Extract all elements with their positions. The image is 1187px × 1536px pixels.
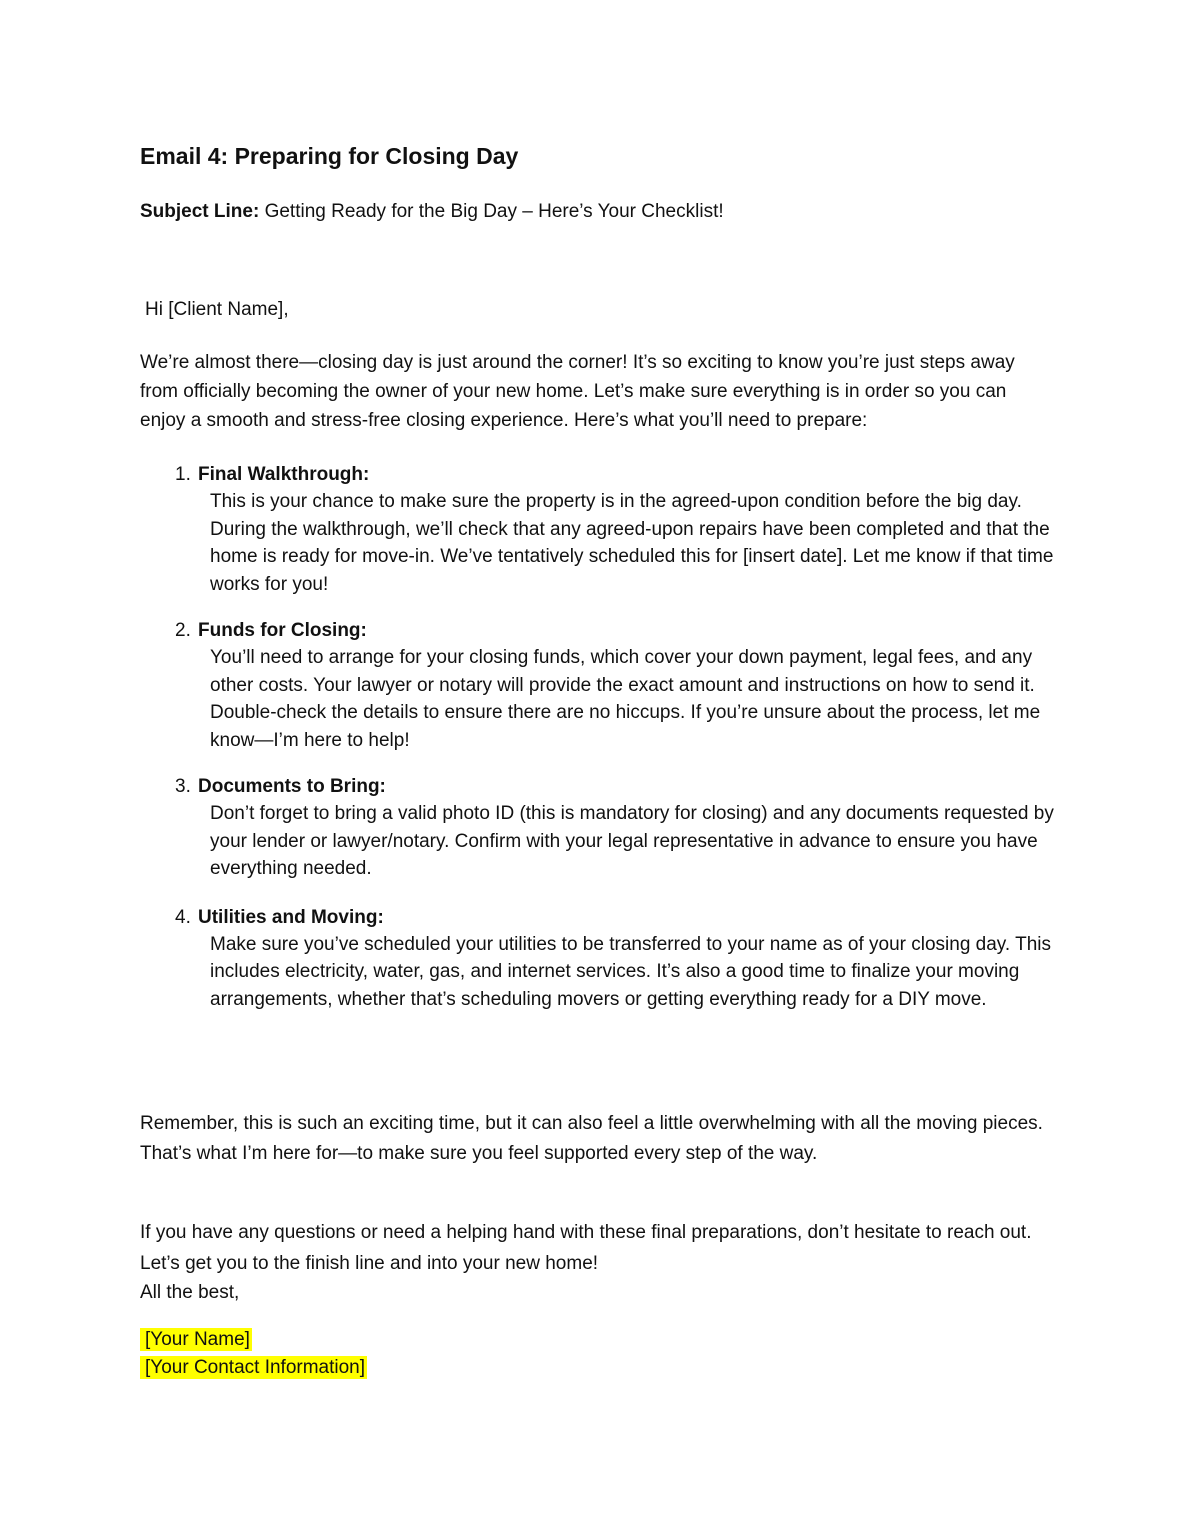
item-number: 1. [175,464,191,485]
signoff: All the best, [140,1282,240,1303]
item-header [140,461,1060,488]
item-number: 3. [175,776,191,797]
item-heading: Utilities and Moving: [198,906,384,928]
item-heading: Final Walkthrough: [198,464,370,485]
signature-contact [140,1356,367,1380]
email-title: Email 4: Preparing for Closing Day [140,143,519,169]
item-body: Don’t forget to bring a valid photo ID (this is mandatory for closing) and any documents requested by your lender or lawyer/notary. Confirm with your legal representative in advance to ensure you have everything needed. [210,803,1054,879]
checklist [140,461,1060,1013]
signature-name-text: [Your Name] [140,1328,252,1351]
item-body: This is your chance to make sure the property is in the agreed-upon condition before the big day. During the walkthrough, we’ll check that any agreed-upon repairs have been completed and that the home is ready for move-in. We’ve tentatively scheduled this for [insert date]. Let me know if that time works for you! [210,491,1054,595]
checklist-item-funds-for-closing [140,617,1060,754]
questions-paragraph: If you have any questions or need a helping hand with these final preparations, don’t hesitate to reach out. Let’s get you to the finish line and into your new home! [140,1222,1032,1274]
remember-paragraph: Remember, this is such an exciting time, but it can also feel a little overwhelming with all the moving pieces. That’s what I’m here for—to make sure you feel supported every step of the way. [140,1113,1043,1164]
item-header [140,617,1060,644]
item-number: 4. [175,906,191,928]
signature-name [140,1328,252,1352]
item-header [140,773,1060,800]
intro-paragraph: We’re almost there—closing day is just around the corner! It’s so exciting to know you’re just steps away from officially becoming the owner of your new home. Let’s make sure everything is in order so you can enjoy a smooth and stress-free closing experience. Here’s what you’ll need to prepare: [140,352,1015,431]
item-heading: Documents to Bring: [198,776,386,797]
checklist-item-utilities-and-moving [140,904,1060,1014]
greeting: Hi [Client Name], [145,299,289,320]
item-body: You’ll need to arrange for your closing funds, which cover your down payment, legal fees, and any other costs. Your lawyer or notary will provide the exact amount and instructions on how to send it. Double-check the details to ensure there are no hiccups. If you’re unsure about the process, let me know—I’m here to help! [210,647,1041,751]
item-number: 2. [175,620,191,641]
checklist-item-documents-to-bring [140,773,1060,883]
item-heading: Funds for Closing: [198,620,367,641]
item-body: Make sure you’ve scheduled your utilities to be transferred to your name as of your closing day. This includes electricity, water, gas, and internet services. It’s also a good time to finalize your moving arrangements, whether that’s scheduling movers or getting everything ready for a DIY move. [210,933,1052,1010]
checklist-item-final-walkthrough [140,461,1060,598]
subject-text: Getting Ready for the Big Day – Here’s Your Checklist! [259,201,724,222]
item-header [140,904,1060,931]
signature-contact-text: [Your Contact Information] [140,1356,367,1379]
subject-label: Subject Line: [140,201,260,222]
subject-line [140,196,724,224]
